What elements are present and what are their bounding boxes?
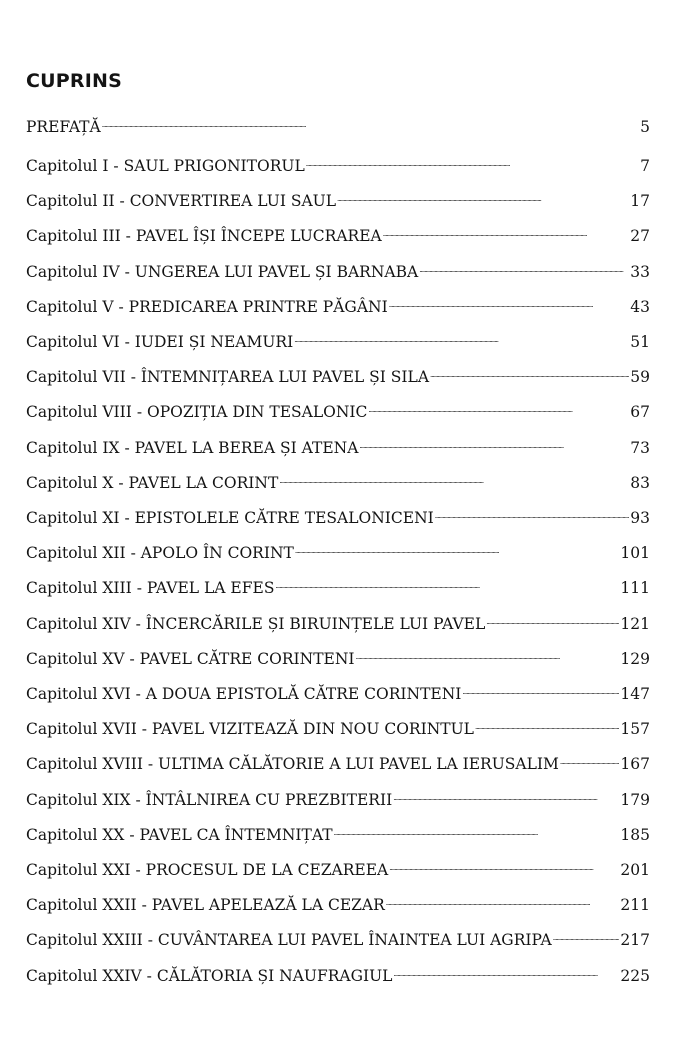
toc-entry-page-number: 59 (630, 368, 650, 387)
toc-entry[interactable] (26, 116, 650, 138)
toc-entry-page-number: 7 (640, 157, 650, 175)
toc-entry[interactable] (26, 718, 650, 740)
toc-entry-label: Capitolul VIII - OPOZIȚIA DIN TESALONIC (26, 403, 368, 422)
toc-entry[interactable] (26, 225, 650, 247)
toc-entry[interactable] (26, 190, 650, 212)
toc-entry-page-number: 211 (620, 896, 650, 915)
toc-entry-page-number: 43 (630, 297, 650, 316)
dot-leader (295, 544, 620, 558)
toc-entry-label: Capitolul VI - IUDEI ȘI NEAMURI (26, 333, 294, 351)
toc-entry[interactable] (26, 437, 650, 459)
dot-leader (419, 263, 629, 277)
dot-leader (334, 826, 620, 840)
dot-leader (386, 896, 620, 910)
toc-entry-page-number: 83 (630, 473, 650, 492)
dot-leader (306, 157, 639, 171)
dot-leader (553, 931, 620, 945)
toc-entry-label: Capitolul XX - PAVEL CA ÎNTEMNIȚAT (26, 825, 333, 844)
toc-entry-page-number: 33 (630, 262, 650, 281)
dot-leader (389, 861, 619, 875)
toc-entry-page-number: 111 (620, 579, 650, 598)
toc-entry-page-number: 5 (640, 118, 650, 136)
toc-entry-page-number: 17 (630, 192, 650, 211)
dot-leader (337, 192, 629, 206)
toc-entry-label: Capitolul II - CONVERTIREA LUI SAUL (26, 192, 337, 211)
toc-entry-page-number: 93 (630, 509, 650, 527)
toc-entry-page-number: 73 (630, 438, 650, 457)
toc-entry-page-number: 167 (620, 755, 650, 774)
dot-leader (393, 791, 619, 805)
dot-leader (462, 685, 619, 699)
toc-entry[interactable] (26, 331, 650, 353)
toc-entry-label: Capitolul XXI - PROCESUL DE LA CEZAREEA (26, 861, 389, 879)
toc-entry-label: Capitolul VII - ÎNTEMNIȚAREA LUI PAVEL ȘI SILA (26, 368, 430, 387)
toc-entry[interactable] (26, 929, 650, 951)
toc-entry[interactable] (26, 296, 650, 318)
toc-entry[interactable] (26, 894, 650, 916)
toc-entry[interactable] (26, 859, 650, 881)
dot-leader (393, 967, 619, 981)
toc-entry[interactable] (26, 753, 650, 775)
toc-entry-label: Capitolul X - PAVEL LA CORINT (26, 473, 279, 492)
toc-entry[interactable] (26, 577, 650, 599)
toc-entry-page-number: 51 (630, 333, 650, 351)
toc-entry-page-number: 121 (620, 614, 650, 633)
toc-entry-label: Capitolul XXII - PAVEL APELEAZĂ LA CEZAR (26, 896, 385, 915)
dot-leader (435, 509, 630, 523)
toc-entry-label: PREFAȚĂ (26, 118, 101, 136)
dot-leader (486, 615, 619, 629)
toc-entry[interactable] (26, 366, 650, 388)
dot-leader (294, 333, 629, 347)
toc-entry-page-number: 201 (620, 861, 650, 879)
toc-entry-label: Capitolul XXIII - CUVÂNTAREA LUI PAVEL ÎNAINTEA LUI AGRIPA (26, 931, 552, 950)
dot-leader (475, 720, 619, 734)
toc-entry[interactable] (26, 824, 650, 846)
toc-entry-page-number: 27 (630, 227, 650, 246)
toc-entry-label: Capitolul XIX - ÎNTÂLNIREA CU PREZBITERII (26, 790, 393, 809)
toc-entry-label: Capitolul XIV - ÎNCERCĂRILE ȘI BIRUINȚELE LUI PAVEL (26, 614, 486, 633)
toc-entry-page-number: 217 (620, 931, 650, 950)
toc-entry-page-number: 157 (620, 720, 650, 739)
toc-entry[interactable] (26, 542, 650, 564)
toc-entry[interactable] (26, 789, 650, 811)
toc-entry-page-number: 225 (620, 966, 650, 985)
toc-entry[interactable] (26, 507, 650, 529)
page-title: CUPRINS (26, 70, 122, 92)
dot-leader (430, 368, 629, 382)
toc-entry-label: Capitolul XVI - A DOUA EPISTOLĂ CĂTRE CORINTENI (26, 685, 462, 703)
toc-entry-page-number: 147 (620, 685, 650, 703)
dot-leader (275, 579, 619, 593)
toc-entry-label: Capitolul XVII - PAVEL VIZITEAZĂ DIN NOU CORINTUL (26, 720, 474, 739)
toc-entry[interactable] (26, 648, 650, 670)
toc-entry-label: Capitolul XVIII - ULTIMA CĂLĂTORIE A LUI PAVEL LA IERUSALIM (26, 755, 559, 774)
toc-entry-page-number: 129 (620, 649, 650, 668)
toc-entry[interactable] (26, 155, 650, 177)
toc-entry-label: Capitolul XXIV - CĂLĂTORIA ȘI NAUFRAGIUL (26, 966, 393, 985)
toc-entry[interactable] (26, 965, 650, 987)
toc-entry-label: Capitolul IX - PAVEL LA BEREA ȘI ATENA (26, 438, 359, 457)
toc-entry[interactable] (26, 683, 650, 705)
toc-entry[interactable] (26, 261, 650, 283)
toc-entry-label: Capitolul XV - PAVEL CĂTRE CORINTENI (26, 649, 355, 668)
toc-entry-label: Capitolul III - PAVEL ÎȘI ÎNCEPE LUCRAREA (26, 227, 382, 246)
dot-leader (383, 227, 630, 241)
toc-entry-page-number: 179 (620, 790, 650, 809)
toc-entry[interactable] (26, 401, 650, 423)
dot-leader (356, 650, 620, 664)
dot-leader (389, 298, 630, 312)
toc-entry-label: Capitolul V - PREDICAREA PRINTRE PĂGÂNI (26, 297, 388, 316)
toc-entry[interactable] (26, 472, 650, 494)
toc-entry-page-number: 101 (620, 544, 650, 563)
toc-entry-label: Capitolul XII - APOLO ÎN CORINT (26, 544, 294, 563)
toc-entry-page-number: 185 (620, 825, 650, 844)
toc-entry-label: Capitolul I - SAUL PRIGONITORUL (26, 157, 305, 175)
dot-leader (359, 439, 629, 453)
toc-entry-label: Capitolul XI - EPISTOLELE CĂTRE TESALONICENI (26, 509, 434, 527)
toc-entry-label: Capitolul IV - UNGEREA LUI PAVEL ȘI BARNABA (26, 262, 419, 281)
dot-leader (368, 403, 629, 417)
dot-leader (279, 474, 629, 488)
dot-leader (560, 755, 620, 769)
toc-entry-label: Capitolul XIII - PAVEL LA EFES (26, 579, 275, 598)
dot-leader (102, 118, 639, 132)
toc-entry-page-number: 67 (630, 403, 650, 422)
toc-entry[interactable] (26, 613, 650, 635)
